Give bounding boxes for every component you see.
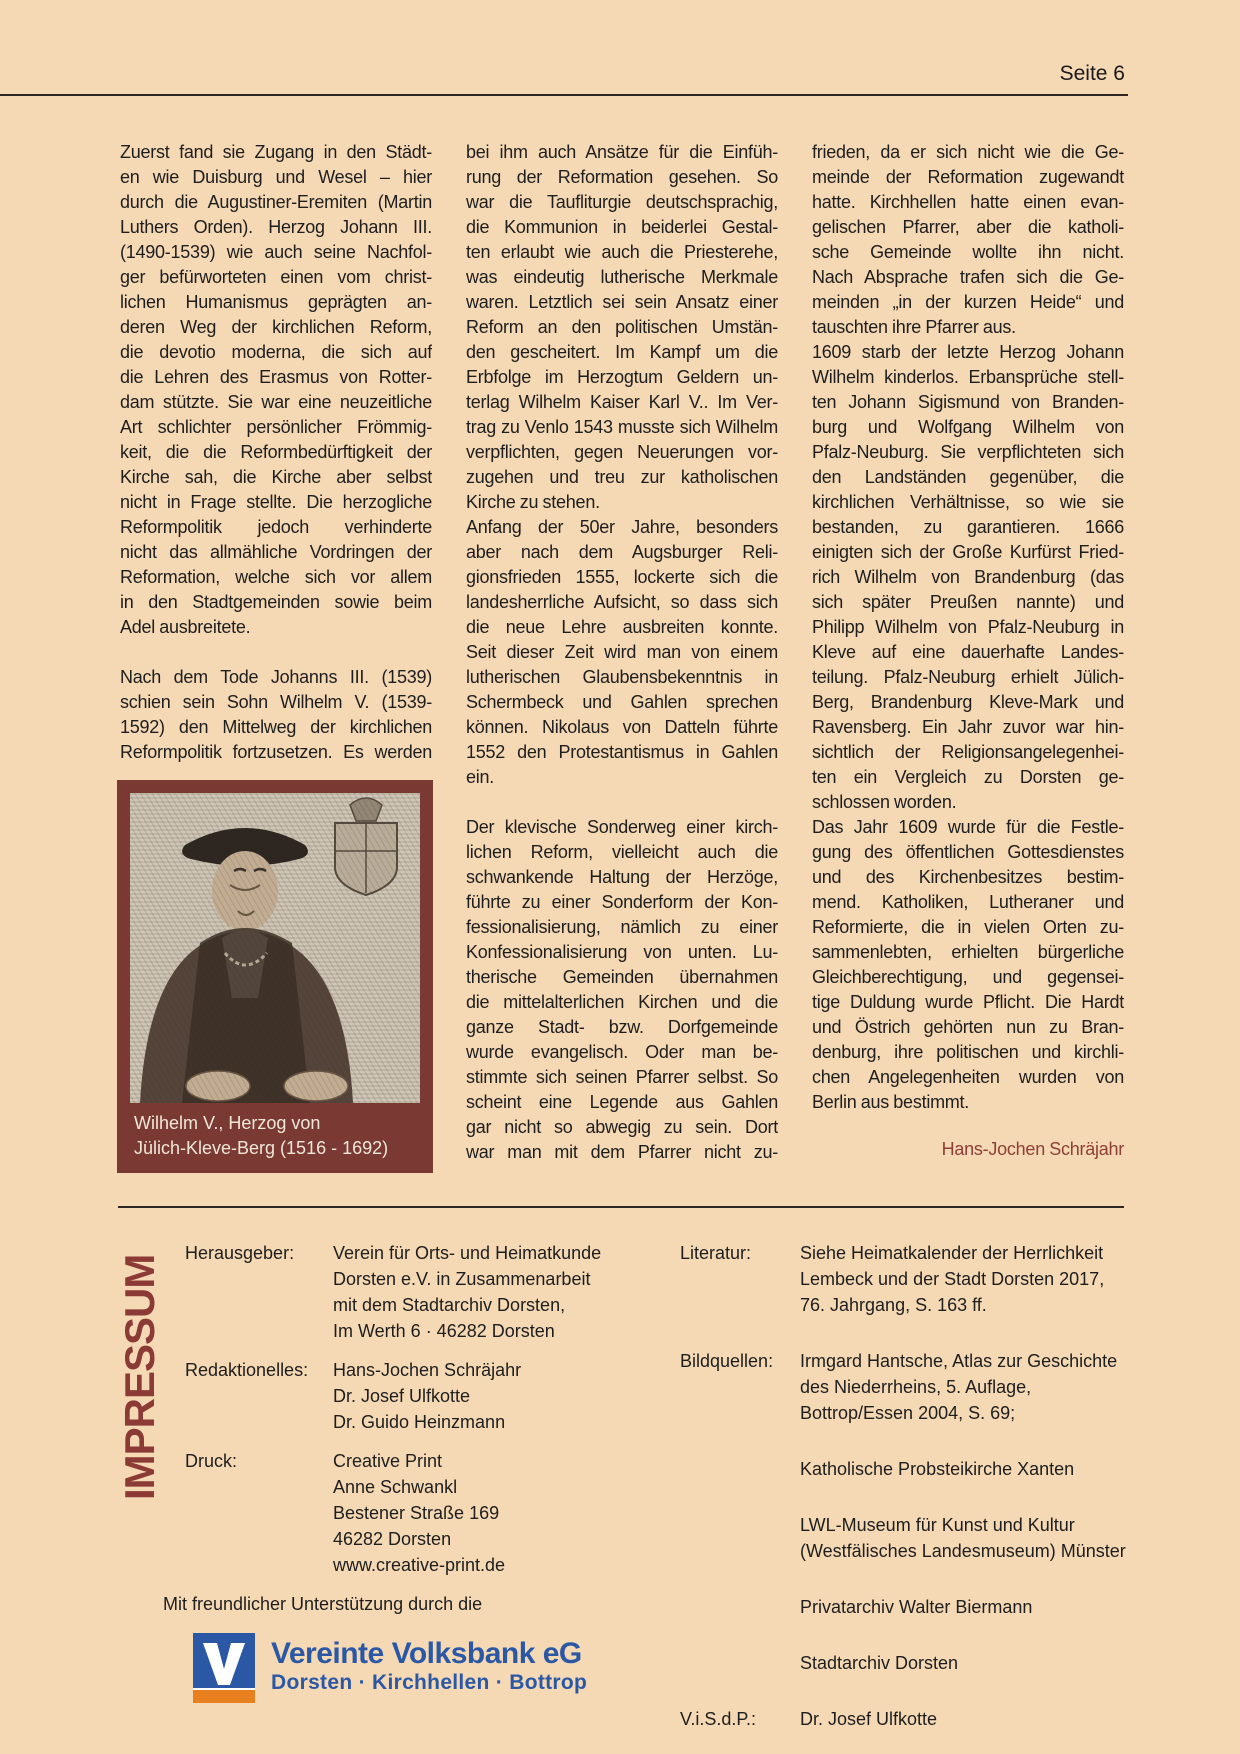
impressum-value-group: [800, 1594, 1140, 1620]
text-line: 1552 den Protestantismus in Gahlen: [466, 742, 778, 762]
text-line: en wie Duisburg und Wesel – hier: [120, 167, 432, 187]
text-line: ten erlaubt wie auch die Priesterehe,: [466, 242, 778, 262]
impressum-value-line: Anne Schwankl: [333, 1477, 458, 1497]
text-line: Zuerst fand sie Zugang in den Städt-: [120, 142, 432, 162]
text-line: einigten sich der Große Kurfürst Fried-: [812, 542, 1124, 562]
text-line: Reform an den politischen Umstän-: [466, 317, 778, 337]
text-line: zugehen und treu zur katholischen: [466, 467, 778, 487]
impressum-value-line: Bestener Straße 169: [333, 1503, 500, 1523]
impressum-value-line: Creative Print: [333, 1451, 443, 1471]
impressum-entry: [185, 1357, 635, 1435]
text-line: können. Nikolaus von Datteln führte: [466, 717, 778, 737]
text-line: Reformierte, die in vielen Orten zu-: [812, 917, 1124, 937]
impressum-value-line: Dr. Josef Ulfkotte: [333, 1386, 471, 1406]
text-line: kirchlichen Verhältnisse, so wie sie: [812, 492, 1124, 512]
text-line: meinden „in der kurzen Heide“ und: [812, 292, 1124, 312]
header-rule: [0, 94, 1128, 96]
text-line: rich Wilhelm von Brandenburg (das: [812, 567, 1124, 587]
text-line: nicht in Frage stellte. Die herzogliche: [120, 492, 432, 512]
impressum-value: [800, 1348, 1140, 1676]
impressum-entry: [680, 1706, 1140, 1732]
text-line: stimmte sich seinen Pfarrer selbst. So: [466, 1067, 778, 1087]
impressum-value-line: Stadtarchiv Dorsten: [800, 1653, 959, 1673]
text-line: und des Kirchenbesitzes bestim-: [812, 867, 1124, 887]
text-line: Kleve auf eine dauerhafte Landes-: [812, 642, 1124, 662]
impressum-value: [333, 1357, 635, 1435]
text-line: landesherrliche Aufsicht, so dass sich: [466, 592, 778, 612]
text-line: scheint eine Legende aus Gahlen: [466, 1092, 778, 1112]
impressum-value-group: [800, 1512, 1140, 1564]
text-line: Berg, Brandenburg Kleve-Mark und: [812, 692, 1124, 712]
volksbank-emblem-icon: [193, 1633, 255, 1703]
impressum-value-line: des Niederrheins, 5. Auflage,: [800, 1377, 1032, 1397]
text-line: Philipp Wilhelm von Pfalz-Neuburg in: [812, 617, 1124, 637]
text-line: Schermbeck und Gahlen sprechen: [466, 692, 778, 712]
impressum-value-line: Lembeck und der Stadt Dorsten 2017,: [800, 1269, 1105, 1289]
text-line: den gescheitert. Im Kampf um die: [466, 342, 778, 362]
impressum-entry: [185, 1448, 635, 1578]
volksbank-name: Vereinte Volksbank eG: [271, 1636, 582, 1670]
impressum-value-line: Hans-Jochen Schräjahr: [333, 1360, 522, 1380]
text-line: fessionalisierung, nämlich zu einer: [466, 917, 778, 937]
text-line: den Landständen gegenüber, die: [812, 467, 1124, 487]
figure-caption-line-2: Jülich-Kleve-Berg (1516 - 1692): [134, 1138, 389, 1158]
text-line: ger befürworteten einen vom christ-: [120, 267, 432, 287]
volksbank-wordmark: [271, 1636, 588, 1696]
text-line: Kirche zu stehen.: [466, 492, 600, 512]
text-line: die Lehren des Erasmus von Rotter-: [120, 367, 432, 387]
impressum-value-line: Verein für Orts- und Heimatkunde: [333, 1243, 602, 1263]
text-line: Der klevische Sonderweg einer kirch-: [466, 817, 778, 837]
text-line: Seit dieser Zeit wird man von einem: [466, 642, 778, 662]
text-line: sichtlich der Religionsangelegenhei-: [812, 742, 1124, 762]
text-line: Gleichberechtigung, und gegensei-: [812, 967, 1124, 987]
impressum-value-group: [800, 1456, 1140, 1482]
text-line: trag zu Venlo 1543 musste sich Wilhelm: [466, 417, 778, 437]
text-line: ganze Stadt- bzw. Dorfgemeinde: [466, 1017, 778, 1037]
impressum-value: [333, 1448, 635, 1578]
paragraph: [466, 140, 778, 515]
impressum-value-line: mit dem Stadtarchiv Dorsten,: [333, 1295, 566, 1315]
text-line: chen Angelegenheiten wurden von: [812, 1067, 1124, 1087]
article-column-3-text: [812, 140, 1124, 1115]
text-line: Konfessionalisierung von unten. Lu-: [466, 942, 778, 962]
impressum-entry: [185, 1240, 635, 1344]
impressum-value-line: www.creative-print.de: [333, 1555, 506, 1575]
text-line: wurde evangelisch. Oder man be-: [466, 1042, 778, 1062]
text-line: hatte. Kirchhellen hatte einen evan-: [812, 192, 1124, 212]
text-line: die devotio moderna, die sich auf: [120, 342, 432, 362]
text-line: Kirche sah, die Kirche aber selbst: [120, 467, 432, 487]
figure-caption-line-1: Wilhelm V., Herzog von: [134, 1113, 321, 1133]
text-line: bestanden, zu garantieren. 1666: [812, 517, 1124, 537]
text-line: burg und Wolfgang Wilhelm von: [812, 417, 1124, 437]
text-line: 1609 starb der letzte Herzog Johann: [812, 342, 1124, 362]
impressum-entry: [680, 1348, 1140, 1676]
text-line: Reformation, welche sich vor allem: [120, 567, 432, 587]
text-line: sammenlebten, erhielten bürgerliche: [812, 942, 1124, 962]
impressum-value-line: Bottrop/Essen 2004, S. 69;: [800, 1403, 1016, 1423]
page-number: Seite 6: [1059, 62, 1125, 85]
text-line: lichen Reform, vielleicht auch die: [466, 842, 778, 862]
text-line: mend. Katholiken, Lutheraner und: [812, 892, 1124, 912]
text-line: tauschten ihre Pfarrer aus.: [812, 317, 1016, 337]
text-line: Reformpolitik jedoch verhinderte: [120, 517, 432, 537]
impressum-value-line: LWL-Museum für Kunst und Kultur: [800, 1515, 1075, 1535]
text-line: Adel ausbreitete.: [120, 617, 251, 637]
text-line: ein.: [466, 767, 495, 787]
article-column-3: [812, 140, 1124, 1162]
impressum-value-line: Im Werth 6 · 46282 Dorsten: [333, 1321, 555, 1341]
text-line: die neue Lehre ausbreiten konnte.: [466, 617, 778, 637]
text-line: verpflichten, gegen Neuerungen vor-: [466, 442, 778, 462]
text-line: schien sein Sohn Wilhelm V. (1539-: [120, 692, 432, 712]
text-line: war man mit dem Pfarrer nicht zu-: [466, 1142, 778, 1162]
portrait-figure: [117, 780, 433, 1173]
text-line: meinde der Reformation zugewandt: [812, 167, 1124, 187]
article-column-2: [466, 140, 778, 1165]
impressum-value: [800, 1706, 1140, 1732]
impressum-value: [800, 1240, 1140, 1318]
text-line: nicht das allmähliche Vordringen der: [120, 542, 432, 562]
impressum-left-block: [163, 1240, 635, 1703]
paragraph: [120, 140, 432, 640]
impressum-value-line: Katholische Probsteikirche Xanten: [800, 1459, 1075, 1479]
paragraph: [812, 815, 1124, 1115]
impressum-value-line: Dorsten e.V. in Zusammenarbeit: [333, 1269, 591, 1289]
impressum-value-line: Irmgard Hantsche, Atlas zur Geschichte: [800, 1351, 1118, 1371]
text-line: Pfalz-Neuburg. Sie verpflichteten sich: [812, 442, 1124, 462]
impressum-value-group: [800, 1348, 1140, 1426]
impressum-value-line: 46282 Dorsten: [333, 1529, 452, 1549]
figure-caption: [130, 1103, 420, 1173]
text-line: Ravensberg. Ein Jahr zuvor war hin-: [812, 717, 1124, 737]
impressum-label: V.i.S.d.P.:: [680, 1709, 757, 1729]
text-line: gung des öffentlichen Gottesdienstes: [812, 842, 1124, 862]
paragraph: [120, 665, 432, 765]
text-line: die mittelalterlichen Kirchen und die: [466, 992, 778, 1012]
text-line: schlossen worden.: [812, 792, 957, 812]
volksbank-logo: [193, 1633, 635, 1703]
text-line: Wilhelm kinderlos. Erbansprüche stell-: [812, 367, 1124, 387]
impressum-value-line: Privatarchiv Walter Biermann: [800, 1597, 1033, 1617]
text-line: lutherischen Glaubensbekenntnis in: [466, 667, 778, 687]
text-line: teilung. Pfalz-Neuburg erhielt Jülich-: [812, 667, 1124, 687]
text-line: waren. Letztlich sei sein Ansatz einer: [466, 292, 778, 312]
impressum-divider: [118, 1206, 1124, 1208]
impressum-entry: [680, 1240, 1140, 1318]
text-line: in den Stadtgemeinden sowie beim: [120, 592, 432, 612]
impressum-value-group: [800, 1650, 1140, 1676]
text-line: therische Gemeinden übernahmen: [466, 967, 778, 987]
volksbank-cities: Dorsten · Kirchhellen · Bottrop: [271, 1670, 588, 1694]
text-line: keit, die die Reformbedürftigkeit der: [120, 442, 432, 462]
text-line: aber nach dem Augsburger Reli-: [466, 542, 778, 562]
text-line: die Kommunion in beiderlei Gestal-: [466, 217, 778, 237]
text-line: Das Jahr 1609 wurde für die Festle-: [812, 817, 1124, 837]
impressum-value-line: (Westfälisches Landesmuseum) Münster: [800, 1541, 1126, 1561]
text-line: Art schlichter persönlicher Frömmig-: [120, 417, 432, 437]
impressum-label: Bildquellen:: [680, 1351, 774, 1371]
author-signature: Hans-Jochen Schräjahr: [941, 1139, 1124, 1159]
text-line: gionsfrieden 1555, lockerte sich die: [466, 567, 778, 587]
volksbank-orange-bar: [193, 1688, 255, 1703]
text-line: frieden, da er sich nicht wie die Ge-: [812, 142, 1124, 162]
text-line: was eindeutig lutherische Merkmale: [466, 267, 778, 287]
text-line: denburg, ihre politischen und kirchli-: [812, 1042, 1124, 1062]
text-line: Luthers Orden). Herzog Johann III.: [120, 217, 432, 237]
paragraph: [466, 515, 778, 790]
text-line: führte zu einer Sonderform der Kon-: [466, 892, 778, 912]
paragraph: [812, 340, 1124, 815]
text-line: ten ein Vergleich zu Dorsten ge-: [812, 767, 1124, 787]
text-line: rung der Reformation gesehen. So: [466, 167, 778, 187]
text-line: durch die Augustiner-Eremiten (Martin: [120, 192, 432, 212]
text-line: ten Johann Sigismund von Branden-: [812, 392, 1124, 412]
text-line: (1490-1539) wie auch seine Nachfol-: [120, 242, 432, 262]
impressum-value-line: Siehe Heimatkalender der Herrlichkeit: [800, 1243, 1104, 1263]
impressum-value-line: Dr. Guido Heinzmann: [333, 1412, 506, 1432]
text-line: dam stützte. Sie war eine neuzeitliche: [120, 392, 432, 412]
paragraph: [466, 815, 778, 1165]
text-line: Nach Absprache trafen sich die Ge-: [812, 267, 1124, 287]
text-line: bei ihm auch Ansätze für die Einfüh-: [466, 142, 778, 162]
text-line: deren Weg der kirchlichen Reform,: [120, 317, 432, 337]
impressum-left-entries: [185, 1240, 635, 1578]
impressum-right-block: [680, 1240, 1140, 1754]
text-line: Reformpolitik fortzusetzen. Es werden: [120, 742, 432, 762]
text-line: tige Duldung wurde Pflicht. Die Hardt: [812, 992, 1124, 1012]
text-line: schwankende Haltung der Herzöge,: [466, 867, 778, 887]
impressum-value-group: [800, 1706, 1140, 1732]
portrait-engraving-image: [130, 793, 420, 1103]
support-note: Mit freundlicher Unterstützung durch die: [163, 1594, 483, 1614]
text-line: Anfang der 50er Jahre, besonders: [466, 517, 778, 537]
text-line: Berlin aus bestimmt.: [812, 1092, 970, 1112]
impressum-value: [333, 1240, 635, 1344]
article-column-1: [120, 140, 432, 765]
impressum-label: Redaktionelles:: [185, 1360, 309, 1380]
impressum-title: IMPRESSUM: [116, 1254, 163, 1500]
text-line: lichen Humanismus geprägten an-: [120, 292, 432, 312]
text-line: und Östrich gehörten nun zu Bran-: [812, 1017, 1124, 1037]
text-line: war die Taufliturgie deutschsprachig,: [466, 192, 778, 212]
impressum-label: Literatur:: [680, 1243, 752, 1263]
text-line: sche Gemeinde wollte ihn nicht.: [812, 242, 1124, 262]
impressum-value-group: [800, 1240, 1140, 1318]
impressum-label: Druck:: [185, 1451, 238, 1471]
text-line: gar nicht so abwegig zu sein. Dort: [466, 1117, 778, 1137]
text-line: gelischen Pfarrer, aber die katholi-: [812, 217, 1124, 237]
impressum-value-line: 76. Jahrgang, S. 163 ff.: [800, 1295, 987, 1315]
impressum-value-line: Dr. Josef Ulfkotte: [800, 1709, 938, 1729]
impressum-label: Herausgeber:: [185, 1243, 295, 1263]
paragraph: [812, 140, 1124, 340]
text-line: sich später Preußen nannte) und: [812, 592, 1124, 612]
text-line: 1592) den Mittelweg der kirchlichen: [120, 717, 432, 737]
text-line: Erbfolge im Herzogtum Geldern un-: [466, 367, 778, 387]
text-line: terlag Wilhelm Kaiser Karl V.. Im Ver-: [466, 392, 778, 412]
text-line: Nach dem Tode Johanns III. (1539): [120, 667, 432, 687]
